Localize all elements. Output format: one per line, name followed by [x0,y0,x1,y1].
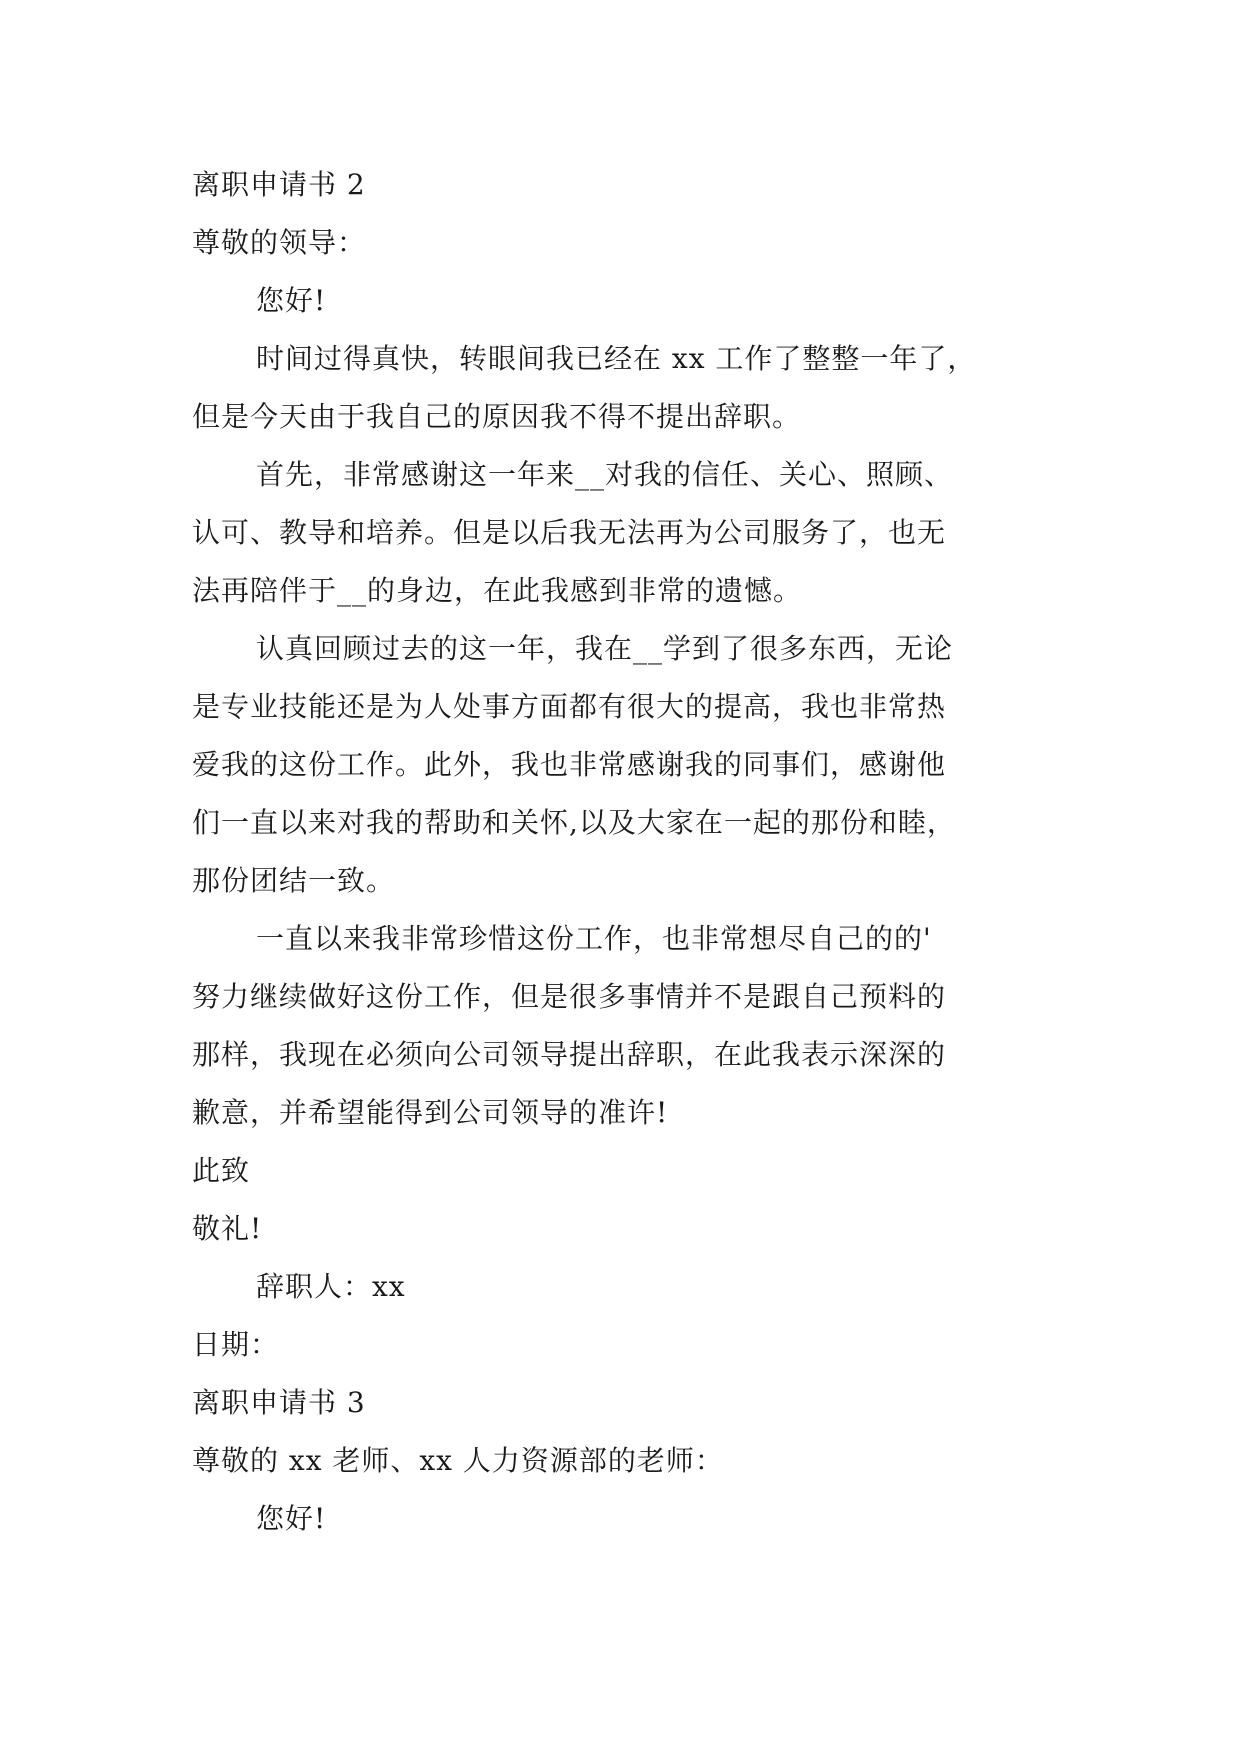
paragraph-line: 时间过得真快，转眼间我已经在 xx 工作了整整一年了， [256,342,977,375]
paragraph-line: 那份团结一致。 [192,864,396,897]
greeting: 您好! [256,1502,327,1535]
paragraph-line: 认可、教导和培养。但是以后我无法再为公司服务了，也无 [192,516,947,549]
paragraph-line: 一直以来我非常珍惜这份工作，也非常想尽自己的的' [256,922,932,955]
paragraph-line: 但是今天由于我自己的原因我不得不提出辞职。 [192,400,802,433]
date-line: 日期： [192,1328,280,1361]
greeting: 您好! [256,284,327,317]
signature-line: 辞职人：xx [256,1270,406,1303]
paragraph-line: 们一直以来对我的帮助和关怀,以及大家在一起的那份和睦， [192,806,956,839]
paragraph-line: 首先，非常感谢这一年来__对我的信任、关心、照顾、 [256,458,954,491]
closing-line: 此致 [192,1154,251,1187]
salutation: 尊敬的领导： [192,226,367,259]
paragraph-line: 那样，我现在必须向公司领导提出辞职，在此我表示深深的 [192,1038,947,1071]
paragraph-line: 认真回顾过去的这一年，我在__学到了很多东西，无论 [256,632,954,665]
paragraph-line: 爱我的这份工作。此外，我也非常感谢我的同事们，感谢他 [192,748,947,781]
heading-letter-2: 离职申请书 2 [192,168,366,201]
paragraph-line: 歉意，并希望能得到公司领导的准许! [192,1096,669,1129]
closing-line: 敬礼! [192,1212,263,1245]
document-body [192,156,1072,1548]
salutation: 尊敬的 xx 老师、xx 人力资源部的老师： [192,1444,724,1477]
paragraph-line: 努力继续做好这份工作，但是很多事情并不是跟自己预料的 [192,980,947,1013]
heading-letter-3: 离职申请书 3 [192,1386,366,1419]
paragraph-line: 法再陪伴于__的身边，在此我感到非常的遗憾。 [192,574,803,607]
paragraph-line: 是专业技能还是为人处事方面都有很大的提高，我也非常热 [192,690,947,723]
